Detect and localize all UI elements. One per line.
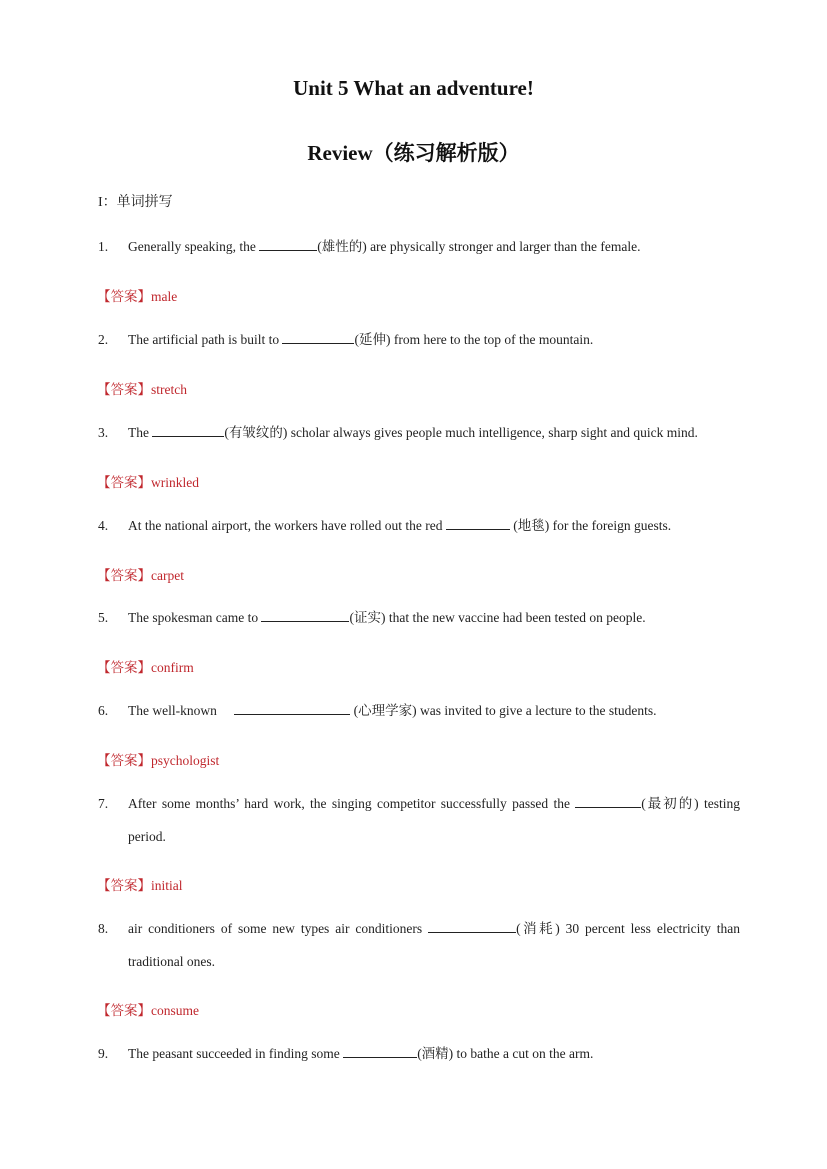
answer-line (97, 285, 177, 305)
answer-value: psychologist (151, 753, 220, 768)
question-number: 2. (98, 332, 109, 347)
question-text: The spokesman came to (128, 610, 262, 625)
question-number: 1. (98, 239, 109, 254)
answer-label: 【答案】 (97, 568, 151, 583)
question-text: The well-known (128, 703, 221, 718)
answer-blank (446, 515, 510, 530)
answer-line (97, 471, 199, 491)
answer-label: 【答案】 (97, 382, 151, 397)
answer-value: initial (151, 878, 183, 893)
question-text: (雄性的) are physically stronger and larger than the female. (317, 239, 641, 254)
answer-line (97, 749, 219, 769)
question-text: After some months’ hard work, the singing competitor successfully passed the (128, 796, 576, 811)
question-item (98, 416, 740, 449)
question-text: (证实) that the new vaccine had been tested on people. (349, 610, 646, 625)
question-number: 6. (98, 703, 109, 718)
question-text: (地毯) for the foreign guests. (509, 518, 672, 533)
answer-line (97, 999, 199, 1019)
answer-blank (575, 793, 641, 808)
question-item (98, 601, 740, 634)
answer-blank (282, 329, 354, 344)
question-item (98, 230, 740, 263)
answer-value: stretch (151, 382, 187, 397)
question-text: air conditioners of some new types air conditioners (128, 921, 429, 936)
answer-value: consume (151, 1003, 199, 1018)
answer-value: confirm (151, 660, 194, 675)
answer-blank (152, 422, 224, 437)
answer-label: 【答案】 (97, 1003, 151, 1018)
answer-line (97, 564, 184, 584)
section-heading: I：单词拼写 (98, 195, 173, 210)
answer-blank (234, 700, 350, 715)
answer-label: 【答案】 (97, 878, 151, 893)
question-item (98, 1037, 740, 1070)
question-item (98, 694, 740, 727)
question-item (98, 323, 740, 356)
answer-blank (428, 918, 516, 933)
answer-line (97, 378, 187, 398)
question-text: (心理学家) was invited to give a lecture to the students. (350, 703, 657, 718)
question-text: (消耗) 30 percent less electricity than traditional ones. (128, 921, 740, 969)
question-text: (酒精) to bathe a cut on the arm. (417, 1046, 594, 1061)
answer-blank (343, 1043, 417, 1058)
question-item (98, 509, 740, 542)
answer-value: wrinkled (151, 475, 199, 490)
answer-label: 【答案】 (97, 753, 151, 768)
answer-blank (261, 607, 349, 622)
question-number: 7. (98, 796, 109, 811)
question-number: 3. (98, 425, 109, 440)
answer-value: carpet (151, 568, 184, 583)
question-number: 9. (98, 1046, 109, 1061)
answer-blank (259, 236, 317, 251)
question-number: 8. (98, 921, 109, 936)
question-item (98, 912, 740, 978)
question-text: The (128, 425, 153, 440)
question-item (98, 787, 740, 853)
answer-label: 【答案】 (97, 660, 151, 675)
question-text: The artificial path is built to (128, 332, 283, 347)
page-title: Unit 5 What an adventure! (293, 76, 534, 100)
question-text: Generally speaking, the (128, 239, 260, 254)
question-text: The peasant succeeded in finding some (128, 1046, 344, 1061)
question-text: (有皱纹的) scholar always gives people much intelligence, sharp sight and quick mind. (224, 425, 698, 440)
question-number: 4. (98, 518, 109, 533)
question-text: (最初的) testing period. (128, 796, 740, 844)
question-text: (延伸) from here to the top of the mountain. (354, 332, 594, 347)
answer-label: 【答案】 (97, 475, 151, 490)
page-subtitle: Review（练习解析版） (307, 141, 520, 165)
question-number: 5. (98, 610, 109, 625)
answer-line (97, 874, 183, 894)
answer-value: male (151, 289, 178, 304)
question-text: At the national airport, the workers have rolled out the red (128, 518, 446, 533)
answer-line (97, 656, 194, 676)
answer-label: 【答案】 (97, 289, 151, 304)
